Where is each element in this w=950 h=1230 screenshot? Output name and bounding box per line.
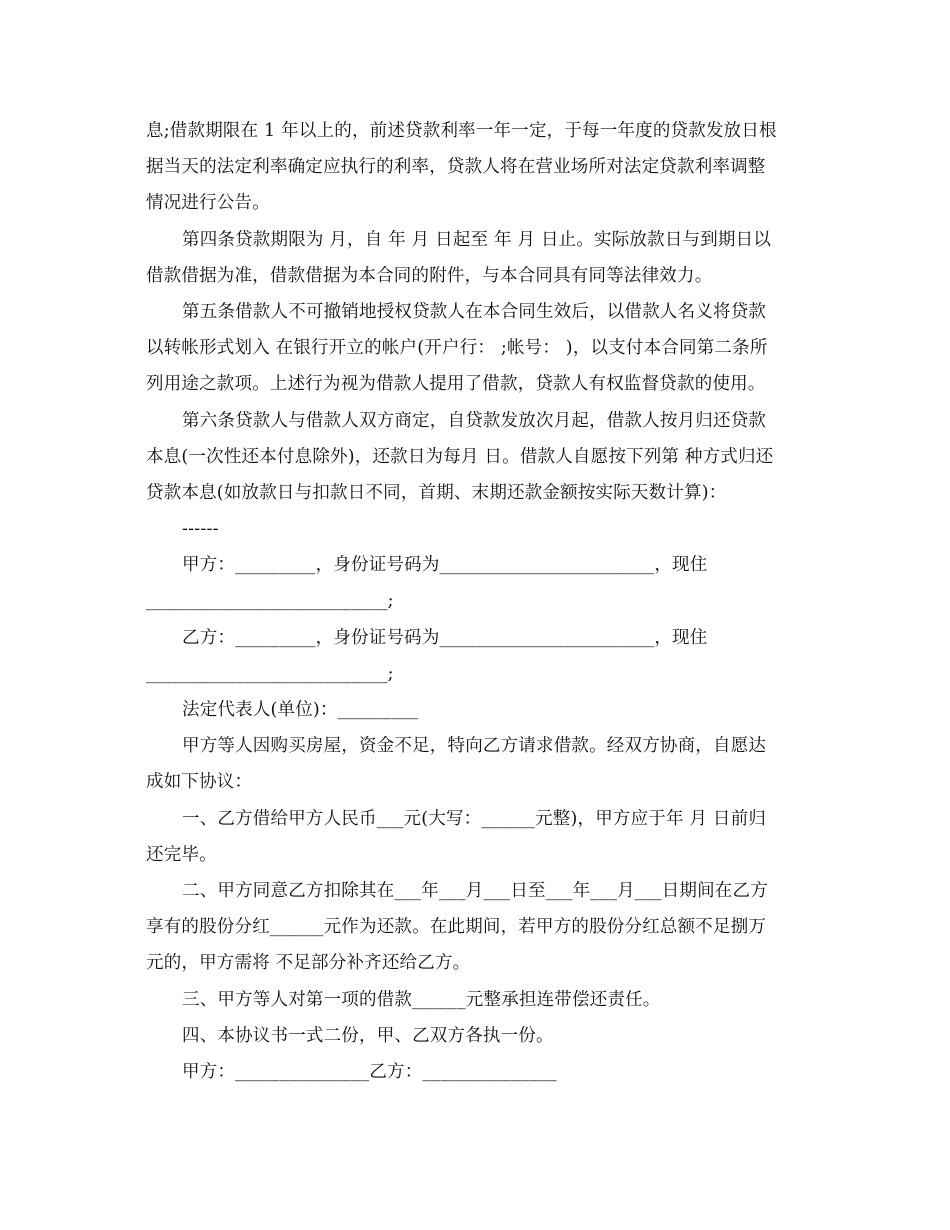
document-line: 一、乙方借给甲方人民币___元(大写：______元整)，甲方应于年 月 日前归 — [182, 808, 767, 829]
document-line: 二、甲方同意乙方扣除其在___年___月___日至___年___月___日期间在乙方 — [182, 880, 768, 901]
document-line: 息;借款期限在 1 年以上的，前述贷款利率一年一定，于每一年度的贷款发放日根 — [146, 121, 777, 141]
document-line: 还完毕。 — [146, 844, 217, 865]
document-line: 成如下协议： — [146, 772, 253, 793]
document-line: 情况进行公告。 — [146, 193, 270, 214]
document-line: 三、甲方等人对第一项的借款______元整承担连带偿还责任。 — [182, 989, 661, 1010]
document-line: 甲方等人因购买房屋，资金不足，特向乙方请求借款。经双方协商，自愿达 — [182, 736, 767, 757]
document-page — [146, 113, 810, 1090]
document-line: 借款借据为准，借款借据为本合同的附件，与本合同具有同等法律效力。 — [146, 265, 713, 286]
document-line: ___________________________; — [146, 663, 394, 684]
document-line: 列用途之款项。上述行为视为借款人提用了借款，贷款人有权监督贷款的使用。 — [146, 374, 766, 395]
document-line: 享有的股份分红______元作为还款。在此期间，若甲方的股份分红总额不足捌万 — [146, 917, 767, 938]
document-line: 以转帐形式划入 在银行开立的帐户(开户行： ;帐号： )，以支付本合同第二条所 — [146, 338, 768, 359]
document-line: 元的，甲方需将 不足部分补齐还给乙方。 — [146, 953, 471, 974]
document-line: 第五条借款人不可撤销地授权贷款人在本合同生效后，以借款人名义将贷款 — [182, 301, 767, 322]
document-line: 第六条贷款人与借款人双方商定，自贷款发放次月起，借款人按月归还贷款 — [182, 410, 767, 431]
document-line: ------ — [182, 519, 219, 540]
document-line: 第四条贷款期限为 月，自 年 月 日起至 年 月 日止。实际放款日与到期日以 — [182, 229, 772, 250]
document-line: 贷款本息(如放款日与扣款日不同，首期、末期还款金额按实际天数计算)： — [146, 482, 727, 503]
document-line: 法定代表人(单位)：_________ — [182, 700, 419, 720]
document-line: 据当天的法定利率确定应执行的利率，贷款人将在营业场所对法定贷款利率调整 — [146, 157, 766, 178]
document-line: 乙方：_________，身份证号码为________________________，现住 — [182, 627, 708, 648]
document-line: 甲方：_________，身份证号码为________________________，现住 — [182, 555, 708, 576]
document-line: 四、本协议书一式二份，甲、乙双方各执一份。 — [182, 1025, 554, 1046]
document-line: ___________________________; — [146, 591, 394, 612]
document-line: 甲方：_______________乙方：_______________ — [182, 1061, 557, 1082]
document-line: 本息(一次性还本付息除外)，还款日为每月 日。借款人自愿按下列第 种方式归还 — [146, 446, 774, 467]
